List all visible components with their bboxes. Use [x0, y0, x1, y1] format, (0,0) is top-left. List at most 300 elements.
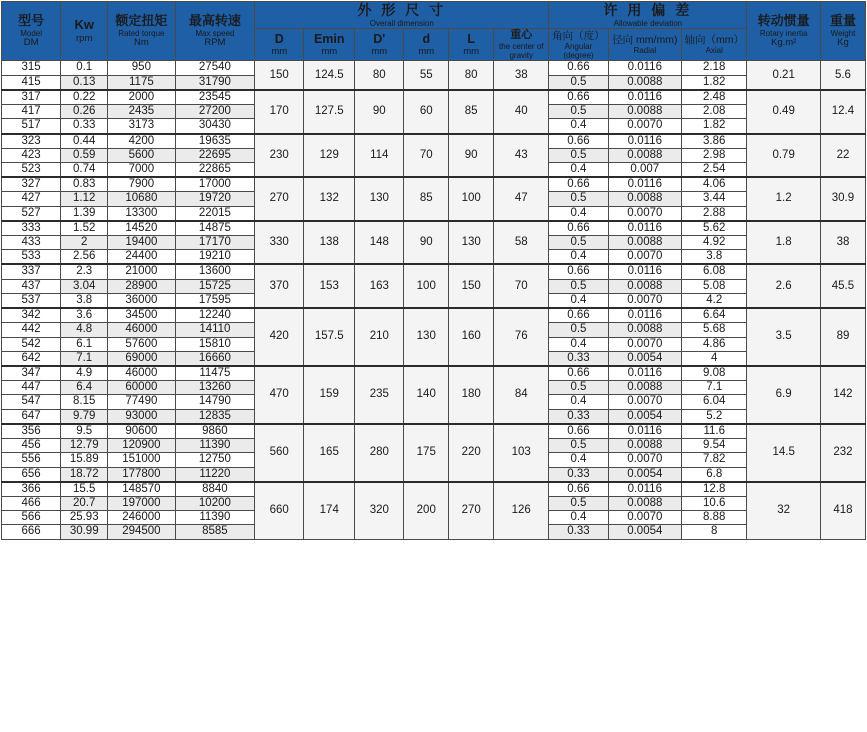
cell-radial: 0.0070 — [608, 511, 682, 525]
cell-rotary-inertia: 14.5 — [747, 424, 821, 482]
cell-rated-torque: 950 — [108, 61, 175, 75]
header-col-rated-torque: 额定扭矩 Rated torque Nm — [108, 2, 175, 61]
cell-L: 90 — [449, 134, 494, 178]
cell-radial: 0.0116 — [608, 424, 682, 439]
cell-max-speed: 17595 — [175, 293, 255, 308]
cell-d: 130 — [404, 308, 449, 366]
cell-Emin: 165 — [304, 424, 355, 482]
cell-angular: 0.4 — [549, 250, 608, 265]
table-row — [2, 177, 866, 192]
cell-axial: 5.62 — [682, 221, 747, 236]
cell-kw: 1.52 — [61, 221, 108, 236]
cell-axial: 2.98 — [682, 148, 747, 162]
cell-angular: 0.5 — [549, 439, 608, 453]
cell-rated-torque: 120900 — [108, 439, 175, 453]
cell-radial: 0.0088 — [608, 236, 682, 250]
cell-radial: 0.0070 — [608, 395, 682, 409]
cell-angular: 0.66 — [549, 366, 608, 381]
cell-L: 130 — [449, 221, 494, 265]
cell-rated-torque: 2000 — [108, 90, 175, 105]
cell-angular: 0.66 — [549, 177, 608, 192]
cell-D: 560 — [255, 424, 304, 482]
cell-radial: 0.0088 — [608, 439, 682, 453]
cell-max-speed: 30430 — [175, 119, 255, 134]
cell-radial: 0.0070 — [608, 293, 682, 308]
cell-L: 270 — [449, 482, 494, 539]
cell-weight: 45.5 — [820, 264, 865, 308]
cell-rotary-inertia: 32 — [747, 482, 821, 539]
cell-rated-torque: 5600 — [108, 148, 175, 162]
cell-max-speed: 12750 — [175, 453, 255, 467]
cell-kw: 15.89 — [61, 453, 108, 467]
cell-center-of-gravity: 40 — [494, 90, 549, 134]
cell-radial: 0.0116 — [608, 177, 682, 192]
cell-rated-torque: 93000 — [108, 409, 175, 424]
cell-D-prime: 90 — [355, 90, 404, 134]
cell-axial: 2.48 — [682, 90, 747, 105]
header-col-axial: 轴向（mm） Axial — [682, 29, 747, 61]
cell-model: 442 — [2, 323, 61, 337]
cell-rotary-inertia: 3.5 — [747, 308, 821, 366]
cell-axial: 3.86 — [682, 134, 747, 149]
cell-angular: 0.4 — [549, 511, 608, 525]
cell-kw: 0.13 — [61, 75, 108, 90]
cell-kw: 12.79 — [61, 439, 108, 453]
cell-axial: 2.08 — [682, 105, 747, 119]
cell-D-prime: 148 — [355, 221, 404, 265]
cell-angular: 0.33 — [549, 525, 608, 539]
cell-rated-torque: 90600 — [108, 424, 175, 439]
cell-D: 660 — [255, 482, 304, 539]
cell-rated-torque: 294500 — [108, 525, 175, 539]
cell-rated-torque: 148570 — [108, 482, 175, 497]
cell-rated-torque: 13300 — [108, 206, 175, 221]
cell-radial: 0.0116 — [608, 264, 682, 279]
cell-axial: 5.68 — [682, 323, 747, 337]
cell-weight: 5.6 — [820, 61, 865, 90]
cell-D: 150 — [255, 61, 304, 90]
cell-model: 323 — [2, 134, 61, 149]
cell-rated-torque: 77490 — [108, 395, 175, 409]
cell-center-of-gravity: 58 — [494, 221, 549, 265]
cell-model: 533 — [2, 250, 61, 265]
cell-max-speed: 14110 — [175, 323, 255, 337]
cell-center-of-gravity: 47 — [494, 177, 549, 221]
cell-model: 666 — [2, 525, 61, 539]
cell-model: 342 — [2, 308, 61, 323]
cell-center-of-gravity: 126 — [494, 482, 549, 539]
cell-L: 100 — [449, 177, 494, 221]
cell-rated-torque: 19400 — [108, 236, 175, 250]
cell-rotary-inertia: 2.6 — [747, 264, 821, 308]
cell-axial: 10.6 — [682, 496, 747, 510]
cell-Emin: 138 — [304, 221, 355, 265]
cell-max-speed: 14875 — [175, 221, 255, 236]
cell-model: 527 — [2, 206, 61, 221]
cell-radial: 0.0088 — [608, 381, 682, 395]
cell-kw: 25.93 — [61, 511, 108, 525]
header-col-rotary-inertia: 转动惯量 Rotary inertia Kg.m² — [747, 2, 821, 61]
cell-axial: 5.2 — [682, 409, 747, 424]
cell-L: 85 — [449, 90, 494, 134]
header-group-overall-dimension: 外 形 尺 寸 Overall dimension — [255, 2, 549, 29]
cell-max-speed: 19210 — [175, 250, 255, 265]
cell-radial: 0.0088 — [608, 105, 682, 119]
cell-angular: 0.5 — [549, 236, 608, 250]
cell-weight: 12.4 — [820, 90, 865, 134]
table-row — [2, 134, 866, 149]
cell-radial: 0.0054 — [608, 467, 682, 482]
cell-max-speed: 22865 — [175, 162, 255, 177]
cell-kw: 9.79 — [61, 409, 108, 424]
specification-table — [1, 1, 866, 540]
cell-weight: 30.9 — [820, 177, 865, 221]
cell-max-speed: 13600 — [175, 264, 255, 279]
cell-model: 456 — [2, 439, 61, 453]
cell-L: 150 — [449, 264, 494, 308]
cell-model: 656 — [2, 467, 61, 482]
cell-angular: 0.66 — [549, 90, 608, 105]
cell-max-speed: 11220 — [175, 467, 255, 482]
cell-kw: 1.39 — [61, 206, 108, 221]
cell-kw: 4.8 — [61, 323, 108, 337]
cell-max-speed: 10200 — [175, 496, 255, 510]
cell-kw: 3.6 — [61, 308, 108, 323]
cell-model: 337 — [2, 264, 61, 279]
cell-angular: 0.5 — [549, 148, 608, 162]
cell-model: 423 — [2, 148, 61, 162]
cell-max-speed: 14790 — [175, 395, 255, 409]
cell-d: 200 — [404, 482, 449, 539]
cell-kw: 9.5 — [61, 424, 108, 439]
cell-radial: 0.0070 — [608, 206, 682, 221]
cell-rated-torque: 46000 — [108, 366, 175, 381]
cell-rated-torque: 14520 — [108, 221, 175, 236]
cell-angular: 0.66 — [549, 61, 608, 75]
cell-angular: 0.5 — [549, 381, 608, 395]
cell-kw: 0.1 — [61, 61, 108, 75]
cell-max-speed: 12835 — [175, 409, 255, 424]
cell-kw: 8.15 — [61, 395, 108, 409]
cell-axial: 11.6 — [682, 424, 747, 439]
cell-model: 356 — [2, 424, 61, 439]
cell-d: 85 — [404, 177, 449, 221]
cell-rated-torque: 197000 — [108, 496, 175, 510]
cell-center-of-gravity: 76 — [494, 308, 549, 366]
cell-axial: 6.64 — [682, 308, 747, 323]
cell-center-of-gravity: 84 — [494, 366, 549, 424]
cell-angular: 0.33 — [549, 351, 608, 366]
cell-max-speed: 27540 — [175, 61, 255, 75]
cell-D-prime: 163 — [355, 264, 404, 308]
cell-kw: 0.83 — [61, 177, 108, 192]
cell-rotary-inertia: 0.49 — [747, 90, 821, 134]
cell-kw: 0.59 — [61, 148, 108, 162]
header-col-D: D mm — [255, 29, 304, 61]
table-row — [2, 221, 866, 236]
cell-Emin: 174 — [304, 482, 355, 539]
cell-L: 160 — [449, 308, 494, 366]
cell-rotary-inertia: 6.9 — [747, 366, 821, 424]
cell-d: 175 — [404, 424, 449, 482]
cell-Emin: 153 — [304, 264, 355, 308]
cell-model: 447 — [2, 381, 61, 395]
cell-max-speed: 8840 — [175, 482, 255, 497]
cell-axial: 6.08 — [682, 264, 747, 279]
header-col-L: L mm — [449, 29, 494, 61]
cell-radial: 0.0054 — [608, 409, 682, 424]
cell-model: 547 — [2, 395, 61, 409]
cell-radial: 0.0088 — [608, 323, 682, 337]
cell-angular: 0.33 — [549, 409, 608, 424]
cell-angular: 0.4 — [549, 162, 608, 177]
header-col-max-speed: 最高转速 Max speed RPM — [175, 2, 255, 61]
cell-axial: 4 — [682, 351, 747, 366]
cell-model: 556 — [2, 453, 61, 467]
cell-Emin: 127.5 — [304, 90, 355, 134]
cell-radial: 0.0070 — [608, 119, 682, 134]
cell-angular: 0.4 — [549, 119, 608, 134]
cell-weight: 22 — [820, 134, 865, 178]
cell-kw: 1.12 — [61, 192, 108, 206]
cell-center-of-gravity: 38 — [494, 61, 549, 90]
cell-radial: 0.0088 — [608, 75, 682, 90]
header-col-kw: Kw rpm — [61, 2, 108, 61]
cell-rated-torque: 34500 — [108, 308, 175, 323]
cell-L: 80 — [449, 61, 494, 90]
cell-max-speed: 9860 — [175, 424, 255, 439]
cell-angular: 0.4 — [549, 453, 608, 467]
cell-angular: 0.5 — [549, 192, 608, 206]
cell-max-speed: 15810 — [175, 337, 255, 351]
cell-axial: 2.54 — [682, 162, 747, 177]
cell-model: 347 — [2, 366, 61, 381]
cell-axial: 2.18 — [682, 61, 747, 75]
header-row-group — [2, 2, 866, 29]
cell-D-prime: 320 — [355, 482, 404, 539]
cell-center-of-gravity: 103 — [494, 424, 549, 482]
cell-rated-torque: 7000 — [108, 162, 175, 177]
cell-max-speed: 22015 — [175, 206, 255, 221]
cell-d: 100 — [404, 264, 449, 308]
cell-model: 317 — [2, 90, 61, 105]
cell-D: 470 — [255, 366, 304, 424]
cell-axial: 7.1 — [682, 381, 747, 395]
cell-angular: 0.66 — [549, 134, 608, 149]
cell-d: 140 — [404, 366, 449, 424]
cell-weight: 232 — [820, 424, 865, 482]
cell-radial: 0.0116 — [608, 221, 682, 236]
table-row — [2, 90, 866, 105]
cell-center-of-gravity: 43 — [494, 134, 549, 178]
cell-max-speed: 27200 — [175, 105, 255, 119]
cell-D-prime: 114 — [355, 134, 404, 178]
cell-max-speed: 17170 — [175, 236, 255, 250]
cell-kw: 18.72 — [61, 467, 108, 482]
cell-radial: 0.0070 — [608, 453, 682, 467]
header-col-angular: 角向（度） Angular (degree) — [549, 29, 608, 61]
cell-kw: 4.9 — [61, 366, 108, 381]
cell-angular: 0.5 — [549, 105, 608, 119]
cell-axial: 7.82 — [682, 453, 747, 467]
cell-kw: 7.1 — [61, 351, 108, 366]
cell-axial: 5.08 — [682, 279, 747, 293]
cell-angular: 0.66 — [549, 308, 608, 323]
cell-rated-torque: 7900 — [108, 177, 175, 192]
cell-axial: 6.04 — [682, 395, 747, 409]
cell-kw: 2.56 — [61, 250, 108, 265]
cell-axial: 4.06 — [682, 177, 747, 192]
cell-axial: 2.88 — [682, 206, 747, 221]
cell-center-of-gravity: 70 — [494, 264, 549, 308]
cell-angular: 0.4 — [549, 206, 608, 221]
cell-d: 70 — [404, 134, 449, 178]
cell-axial: 4.86 — [682, 337, 747, 351]
cell-Emin: 124.5 — [304, 61, 355, 90]
table-row — [2, 264, 866, 279]
cell-D: 330 — [255, 221, 304, 265]
cell-radial: 0.0116 — [608, 134, 682, 149]
cell-model: 327 — [2, 177, 61, 192]
cell-rated-torque: 151000 — [108, 453, 175, 467]
cell-Emin: 157.5 — [304, 308, 355, 366]
cell-axial: 9.54 — [682, 439, 747, 453]
cell-max-speed: 15725 — [175, 279, 255, 293]
cell-angular: 0.66 — [549, 264, 608, 279]
table-row — [2, 366, 866, 381]
cell-weight: 418 — [820, 482, 865, 539]
cell-angular: 0.5 — [549, 279, 608, 293]
cell-kw: 0.26 — [61, 105, 108, 119]
cell-D-prime: 80 — [355, 61, 404, 90]
cell-radial: 0.0116 — [608, 308, 682, 323]
cell-rated-torque: 24400 — [108, 250, 175, 265]
cell-kw: 15.5 — [61, 482, 108, 497]
cell-rated-torque: 28900 — [108, 279, 175, 293]
cell-rated-torque: 2435 — [108, 105, 175, 119]
cell-angular: 0.66 — [549, 221, 608, 236]
cell-Emin: 132 — [304, 177, 355, 221]
cell-kw: 3.8 — [61, 293, 108, 308]
cell-angular: 0.4 — [549, 395, 608, 409]
cell-rated-torque: 246000 — [108, 511, 175, 525]
cell-weight: 38 — [820, 221, 865, 265]
cell-Emin: 129 — [304, 134, 355, 178]
cell-L: 180 — [449, 366, 494, 424]
cell-angular: 0.4 — [549, 293, 608, 308]
cell-kw: 20.7 — [61, 496, 108, 510]
cell-max-speed: 11390 — [175, 439, 255, 453]
table-body — [2, 61, 866, 539]
cell-model: 537 — [2, 293, 61, 308]
cell-model: 523 — [2, 162, 61, 177]
cell-max-speed: 22695 — [175, 148, 255, 162]
cell-angular: 0.66 — [549, 482, 608, 497]
cell-model: 466 — [2, 496, 61, 510]
cell-D-prime: 130 — [355, 177, 404, 221]
cell-max-speed: 19720 — [175, 192, 255, 206]
cell-angular: 0.5 — [549, 323, 608, 337]
cell-d: 60 — [404, 90, 449, 134]
cell-radial: 0.0116 — [608, 61, 682, 75]
cell-radial: 0.0054 — [608, 351, 682, 366]
cell-kw: 0.74 — [61, 162, 108, 177]
cell-model: 437 — [2, 279, 61, 293]
cell-rotary-inertia: 0.21 — [747, 61, 821, 90]
cell-rated-torque: 177800 — [108, 467, 175, 482]
header-col-radial: 径向 mm/mm) Radial — [608, 29, 682, 61]
cell-rotary-inertia: 0.79 — [747, 134, 821, 178]
cell-axial: 6.8 — [682, 467, 747, 482]
cell-model: 542 — [2, 337, 61, 351]
cell-model: 366 — [2, 482, 61, 497]
cell-radial: 0.0070 — [608, 250, 682, 265]
cell-rated-torque: 46000 — [108, 323, 175, 337]
cell-axial: 1.82 — [682, 75, 747, 90]
cell-rated-torque: 4200 — [108, 134, 175, 149]
cell-Emin: 159 — [304, 366, 355, 424]
cell-model: 315 — [2, 61, 61, 75]
cell-model: 417 — [2, 105, 61, 119]
cell-rated-torque: 3173 — [108, 119, 175, 134]
cell-axial: 3.44 — [682, 192, 747, 206]
table-row — [2, 61, 866, 75]
cell-kw: 2.3 — [61, 264, 108, 279]
cell-model: 333 — [2, 221, 61, 236]
header-col-D-prime: D' mm — [355, 29, 404, 61]
cell-rated-torque: 36000 — [108, 293, 175, 308]
cell-axial: 3.8 — [682, 250, 747, 265]
cell-rated-torque: 57600 — [108, 337, 175, 351]
cell-D: 370 — [255, 264, 304, 308]
table-row — [2, 424, 866, 439]
cell-D: 270 — [255, 177, 304, 221]
cell-axial: 9.08 — [682, 366, 747, 381]
cell-max-speed: 16660 — [175, 351, 255, 366]
cell-radial: 0.0088 — [608, 496, 682, 510]
cell-model: 647 — [2, 409, 61, 424]
cell-angular: 0.4 — [549, 337, 608, 351]
cell-angular: 0.33 — [549, 467, 608, 482]
cell-radial: 0.0088 — [608, 192, 682, 206]
cell-rated-torque: 10680 — [108, 192, 175, 206]
cell-radial: 0.007 — [608, 162, 682, 177]
cell-kw: 2 — [61, 236, 108, 250]
header-col-weight: 重量 Weight Kg — [820, 2, 865, 61]
cell-max-speed: 23545 — [175, 90, 255, 105]
cell-weight: 142 — [820, 366, 865, 424]
cell-angular: 0.5 — [549, 496, 608, 510]
cell-D-prime: 210 — [355, 308, 404, 366]
cell-D: 170 — [255, 90, 304, 134]
cell-model: 566 — [2, 511, 61, 525]
cell-model: 642 — [2, 351, 61, 366]
cell-radial: 0.0070 — [608, 337, 682, 351]
cell-kw: 30.99 — [61, 525, 108, 539]
cell-model: 433 — [2, 236, 61, 250]
cell-axial: 8 — [682, 525, 747, 539]
table-row — [2, 308, 866, 323]
table-row — [2, 482, 866, 497]
table-header — [2, 2, 866, 61]
cell-axial: 1.82 — [682, 119, 747, 134]
cell-axial: 12.8 — [682, 482, 747, 497]
cell-axial: 4.2 — [682, 293, 747, 308]
cell-radial: 0.0088 — [608, 148, 682, 162]
cell-max-speed: 19635 — [175, 134, 255, 149]
cell-max-speed: 11390 — [175, 511, 255, 525]
cell-rated-torque: 69000 — [108, 351, 175, 366]
